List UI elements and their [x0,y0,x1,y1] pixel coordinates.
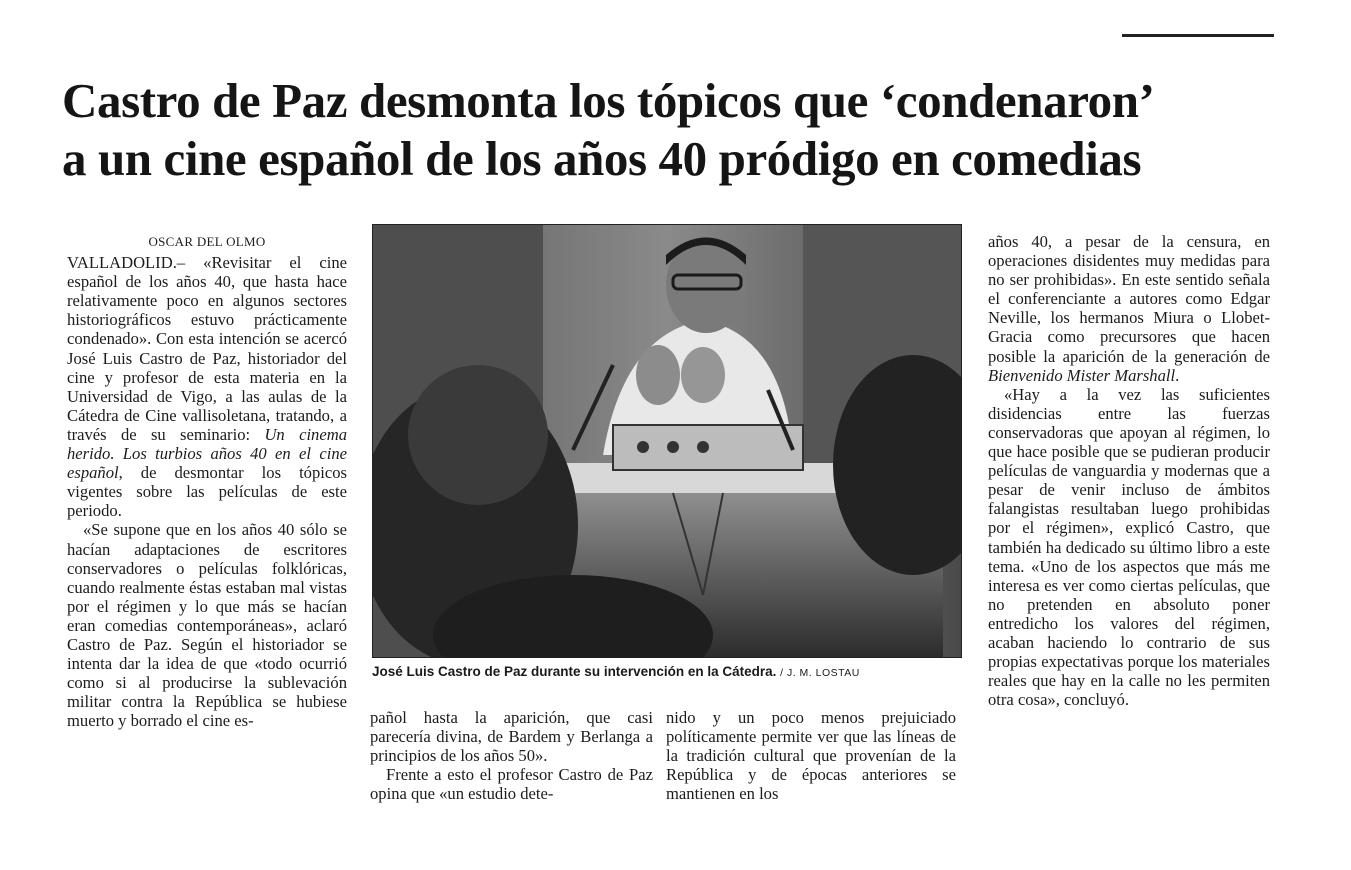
paragraph: nido y un poco menos prejuiciado políticamente permite ver que las líneas de la tradición cultural que provenían de la República y de épocas anteriores se mantienen en los [666,708,956,804]
paragraph [988,232,1270,385]
top-rule [1122,34,1274,37]
headline-line-2: a un cine español de los años 40 pródigo en comedias [62,131,1142,186]
seminar-title: Un cinema herido. Los turbios años 40 en el cine español [67,424,347,483]
paragraph: «Hay a la vez las suficientes disidencias entre las fuerzas conservadoras que apoyan al régimen, lo que hace posible que se pudieran producir películas de vanguardia y modernas que a pesar de venir incluso de ámbitos falangistas resultaban luego prohibidas por el régimen», explicó Castro, que también ha dedicado su último libro a este tema. «Uno de los aspectos que más me interesa es ver como ciertas películas, que no pretenden en absoluto poner entredicho los valores del régimen, acaban haciendo lo contrario de sus propias expectativas porque los materiales reales que hay en la calle no les permiten otra cosa», concluyó. [988,384,1270,710]
article-column-1 [67,232,347,730]
headline [62,72,1292,188]
paragraph-text: VALLADOLID.– «Revisitar el cine español de los años 40, que hasta hace relativamente poco en algunos sectores historiográficos estuvo prácticamente condenado». Con esta intención se acercó José Luis Castro de Paz, historiador del cine y profesor de esta materia en la Universidad de Vigo, a las aulas de la Cátedra de Cine vallisoletana, tratando, a través de su seminario: [67,253,347,444]
article-photo [372,224,962,658]
photo-illustration [373,225,961,657]
article-column-2 [370,708,653,803]
paragraph: «Se supone que en los años 40 sólo se hacían adaptaciones de escritores conservadores o películas folklóricas, cuando realmente éstas estaban mal vistas por el régimen y lo que más se hacían eran comedias contemporáneas», aclaró Castro de Paz. Según el historiador se intenta dar la idea de que «todo ocurrió como si al producirse la sublevación militar contra la República se hubiese muerto y borrado el cine es- [67,520,347,731]
article-column-4 [988,232,1270,709]
headline-line-1: Castro de Paz desmonta los tópicos que ‘condenaron’ [62,73,1155,128]
paragraph-text: , de desmontar los tópicos vigentes sobre las películas de este periodo. [67,463,347,521]
paragraph [67,253,347,520]
byline: OSCAR DEL OLMO [148,234,266,249]
film-title: Bienvenido Mister Marshall [988,365,1176,385]
paragraph-text: años 40, a pesar de la censura, en operaciones disidentes muy medidas para no ser prohibidas». En este sentido señala el conferenciante a autores como Edgar Neville, los hermanos Miura o Llobet-Gracia como precursores que hacen posible la aparición de la generación de [988,232,1270,366]
photo-credit: / J. M. LOSTAU [780,667,860,679]
paragraph: Frente a esto el profesor Castro de Paz opina que «un estudio dete- [370,765,653,804]
photo-caption [372,664,972,679]
caption-text: José Luis Castro de Paz durante su intervención en la Cátedra. [372,664,777,679]
article-column-3 [666,708,956,803]
paragraph-text: . [1175,365,1180,385]
paragraph: pañol hasta la aparición, que casi parecería divina, de Bardem y Berlanga a principios de los años 50». [370,708,653,766]
